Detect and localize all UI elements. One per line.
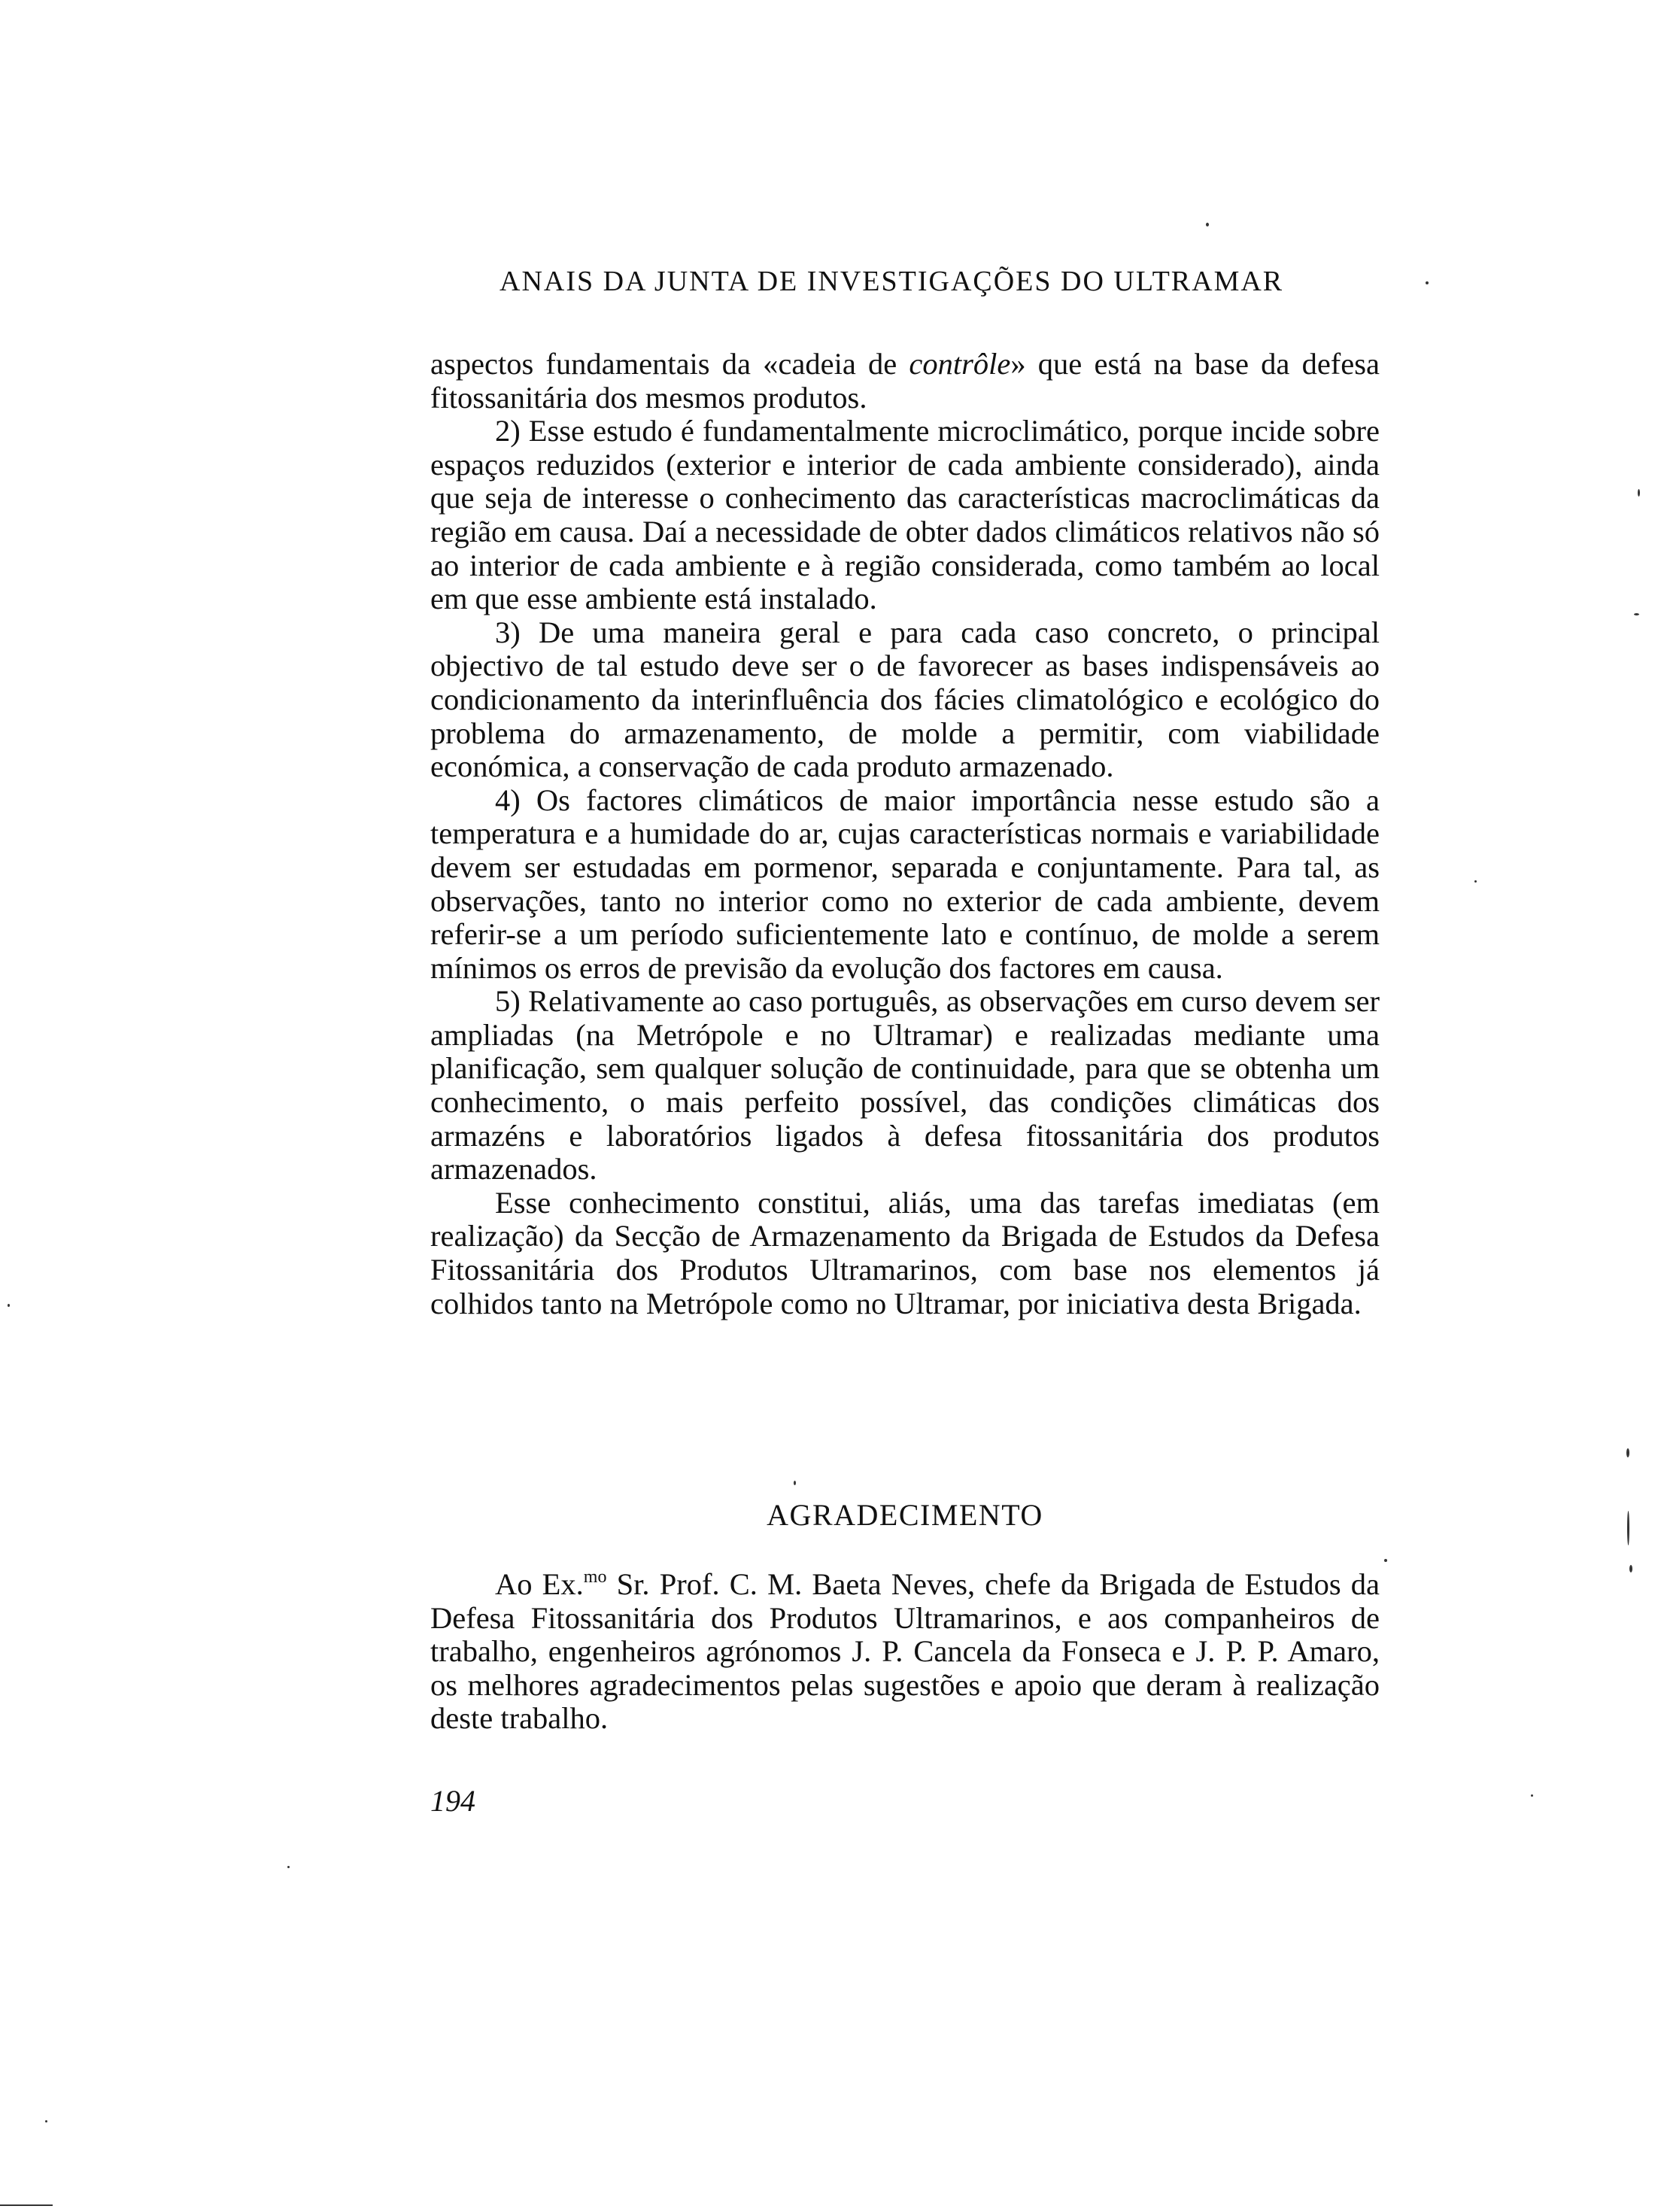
paragraph-1-text-a: aspectos fundamentais da «cadeia de — [430, 347, 909, 381]
running-head: ANAIS DA JUNTA DE INVESTIGAÇÕES DO ULTRAMAR — [500, 266, 1284, 297]
acknowledgement-heading: AGRADECIMENTO — [767, 1498, 1043, 1532]
paragraph-2: 2) Esse estudo é fundamentalmente microclimático, porque incide sobre espaços reduzidos (exterior e interior de cada ambiente considerado), ainda que seja de interesse o conhecimento das características macroclimáticas da região em causa. Daí a necessidade de obter dados climáticos relativos não só ao interior de cada ambiente e à região considerada, como também ao local em que esse ambiente está instalado. — [430, 414, 1380, 616]
scan-speck — [1629, 1565, 1632, 1572]
acknowledgement-text-a: Ao Ex. — [495, 1567, 584, 1601]
paragraph-4: 4) Os factores climáticos de maior importância nesse estudo são a temperatura e a humidade do ar, cujas características normais e variabilidade devem ser estudadas em pormenor, separada e conjuntamente. Para tal, as observações, tanto no interior como no exterior de cada ambiente, devem referir-se a um período suficientemente lato e contínuo, de molde a serem mínimos os erros de previsão da evolução dos factores em causa. — [430, 782, 1380, 985]
acknowledgement-text — [430, 1568, 1380, 1736]
scan-speck — [794, 1481, 796, 1485]
paragraph-1 — [430, 348, 1380, 415]
paragraph-1-text-b: » que está na base da defesa fitossanitária dos mesmos produtos. — [430, 347, 1380, 415]
scan-speck — [8, 1304, 10, 1307]
scan-speck — [1426, 281, 1429, 284]
acknowledgement-paragraph — [430, 1568, 1380, 1736]
scan-speck — [1626, 1448, 1629, 1457]
scan-speck — [1474, 880, 1477, 883]
page-number: 194 — [430, 1784, 475, 1818]
paragraph-3: 3) De uma maneira geral e para cada caso concreto, o principal objectivo de tal estudo deve ser o de favorecer as bases indispensáveis ao condicionamento da interinfluência dos fácies climatológico e ecológico do problema do armazenamento, de molde a permitir, com viabilidade económica, a conservação de cada produto armazenado. — [430, 615, 1380, 784]
scan-speck — [1634, 613, 1639, 615]
acknowledgement-text-b: Sr. Prof. C. M. Baeta Neves, chefe da Brigada de Estudos da Defesa Fitossanitária dos Produtos Ultramarinos, e aos companheiros de trabalho, engenheiros agrónomos J. P. Cancela da Fonseca e J. P. P. Amaro, os melhores agradecimentos pelas sugestões e apoio que deram à realização deste trabalho. — [430, 1567, 1380, 1736]
acknowledgement-superscript: mo — [583, 1567, 607, 1587]
paragraph-1-italic-term: contrôle — [909, 347, 1011, 381]
paragraph-5: 5) Relativamente ao caso português, as observações em curso devem ser ampliadas (na Metrópole e no Ultramar) e realizadas mediante uma planificação, sem qualquer solução de continuidade, para que se obtenha um conhecimento, o mais perfeito possível, das condições climáticas dos armazéns e laboratórios ligados à defesa fitossanitária dos produtos armazenados. — [430, 984, 1380, 1187]
scan-speck — [1384, 1559, 1387, 1562]
scan-speck — [1627, 1511, 1629, 1545]
scan-speck — [1531, 1794, 1533, 1797]
scan-speck — [1206, 223, 1209, 226]
scan-speck — [0, 2204, 53, 2206]
paragraph-6: Esse conhecimento constitui, aliás, uma das tarefas imediatas (em realização) da Secção de Armazenamento da Brigada de Estudos da Defesa Fitossanitária dos Produtos Ultramarinos, com base nos elementos já colhidos tanto na Metrópole como no Ultramar, por iniciativa desta Brigada. — [430, 1185, 1380, 1320]
scan-speck — [45, 2120, 47, 2122]
body-text — [430, 348, 1380, 1320]
scan-speck — [1638, 489, 1640, 497]
scan-speck — [287, 1866, 290, 1868]
